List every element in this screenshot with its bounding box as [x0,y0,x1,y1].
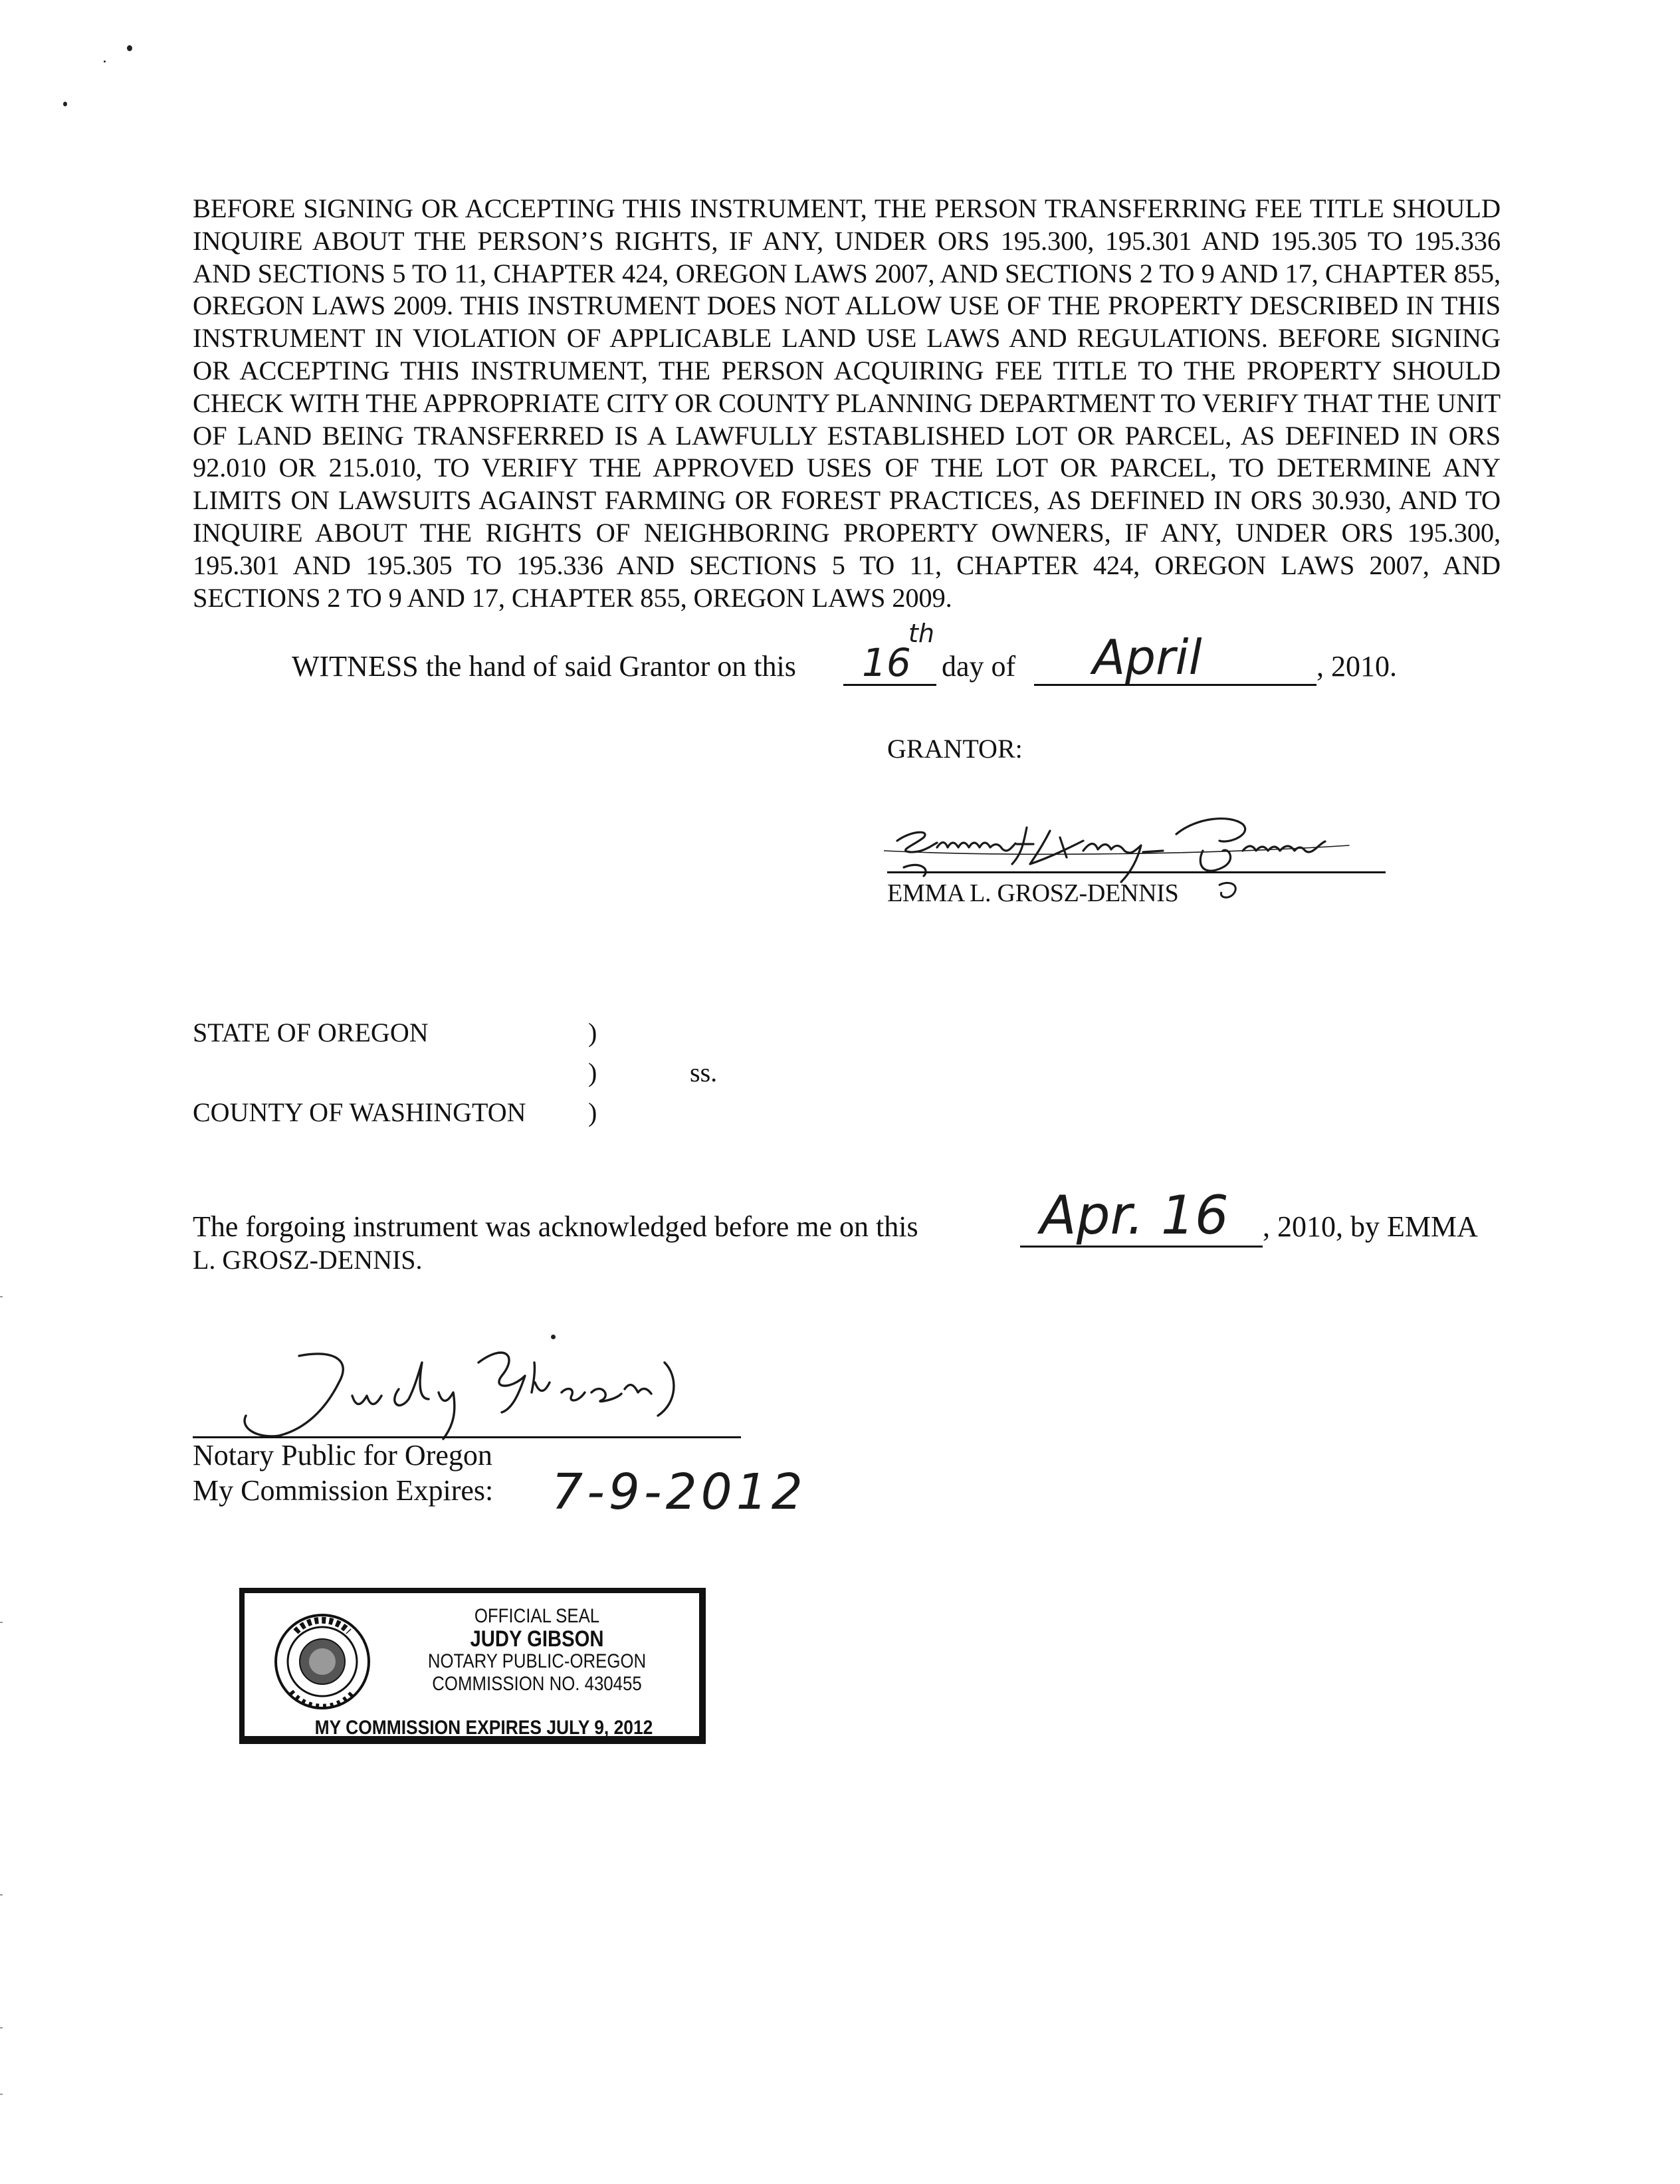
seal-line-commission-number: COMMISSION NO. 430455 [432,1673,642,1695]
witness-day-of: day of [942,650,1016,683]
notary-commission-label: My Commission Expires: [193,1474,494,1507]
venue-paren: ) [588,1057,597,1087]
scan-edge-mark [0,2027,3,2028]
scan-edge-mark [0,2094,3,2095]
scan-speck [104,60,106,62]
seal-line-official-seal: OFFICIAL SEAL [474,1605,600,1627]
witness-day-suffix-handwritten: th [908,619,934,648]
scan-edge-mark [0,1296,3,1297]
grantor-signature-line [887,871,1386,873]
acknowledgment-block [193,1184,1509,1289]
venue-ss: ss. [690,1057,718,1087]
official-notary-seal [239,1588,706,1744]
notary-title: Notary Public for Oregon [193,1439,492,1472]
acknowledgment-prefix: The forgoing instrument was acknowledged before me on this [193,1210,918,1243]
scan-edge-mark [0,1622,3,1623]
scan-speck [63,102,67,106]
venue-paren: ) [588,1018,597,1047]
witness-month-handwritten: April [1093,629,1202,685]
acknowledgment-line2: L. GROSZ-DENNIS. [193,1245,423,1275]
grantor-signature-tail [1215,879,1241,903]
acknowledgment-suffix: , 2010, by EMMA [1263,1210,1478,1243]
venue-county: COUNTY OF WASHINGTON [193,1097,526,1127]
scan-speck [127,45,132,51]
witness-day-handwritten: 16 [862,640,911,685]
venue-paren: ) [588,1097,597,1127]
scan-edge-mark [0,1894,3,1896]
witness-prefix: WITNESS the hand of said Grantor on this [292,650,796,683]
witness-year: , 2010. [1316,650,1397,683]
seal-line-commission-expires: MY COMMISSION EXPIRES JULY 9, 2012 [314,1717,653,1739]
notary-signature [199,1336,731,1449]
witness-line [292,619,1421,703]
seal-line-notary-name: JUDY GIBSON [470,1626,604,1652]
notary-commission-date-handwritten: 7-9-2012 [552,1464,807,1521]
seal-text-block [405,1605,669,1695]
grantor-printed-name: EMMA L. GROSZ-DENNIS [887,879,1179,907]
grantor-label: GRANTOR: [887,734,1023,764]
state-of-oregon-seal-icon [272,1612,372,1711]
venue-state: STATE OF OREGON [193,1018,429,1047]
seal-line-notary-public: NOTARY PUBLIC-OREGON [427,1650,647,1672]
land-use-legal-notice: BEFORE SIGNING OR ACCEPTING THIS INSTRUMENT, THE PERSON TRANSFERRING FEE TITLE SHOULD INQUIRE ABOUT THE PERSON’S RIGHTS, IF ANY, UNDER ORS 195.300, 195.301 AND 195.305 TO 195.336 AND SECTIONS 5 TO 11, CHAPTER 424, OREGON LAWS 2007, AND SECTIONS 2 TO 9 AND 17, CHAPTER 855, OREGON LAWS 2009. THIS INSTRUMENT DOES NOT ALLOW USE OF THE PROPERTY DESCRIBED IN THIS INSTRUMENT IN VIOLATION OF APPLICABLE LAND USE LAWS AND REGULATIONS. BEFORE SIGNING OR ACCEPTING THIS INSTRUMENT, THE PERSON ACQUIRING FEE TITLE TO THE PROPERTY SHOULD CHECK WITH THE APPROPRIATE CITY OR COUNTY PLANNING DEPARTMENT TO VERIFY THAT THE UNIT OF LAND BEING TRANSFERRED IS A LAWFULLY ESTABLISHED LOT OR PARCEL, AS DEFINED IN ORS 92.010 OR 215.010, TO VERIFY THE APPROVED USES OF THE LOT OR PARCEL, TO DETERMINE ANY LIMITS ON LAWSUITS AGAINST FARMING OR FOREST PRACTICES, AS DEFINED IN ORS 30.930, AND TO INQUIRE ABOUT THE RIGHTS OF NEIGHBORING PROPERTY OWNERS, IF ANY, UNDER ORS 195.300, 195.301 AND 195.305 TO 195.336 AND SECTIONS 5 TO 11, CHAPTER 424, OREGON LAWS 2007, AND SECTIONS 2 TO 9 AND 17, CHAPTER 855, OREGON LAWS 2009. [193,193,1501,613]
acknowledgment-date-handwritten: Apr. 16 [1040,1184,1229,1246]
grantor-signature [884,804,1442,891]
